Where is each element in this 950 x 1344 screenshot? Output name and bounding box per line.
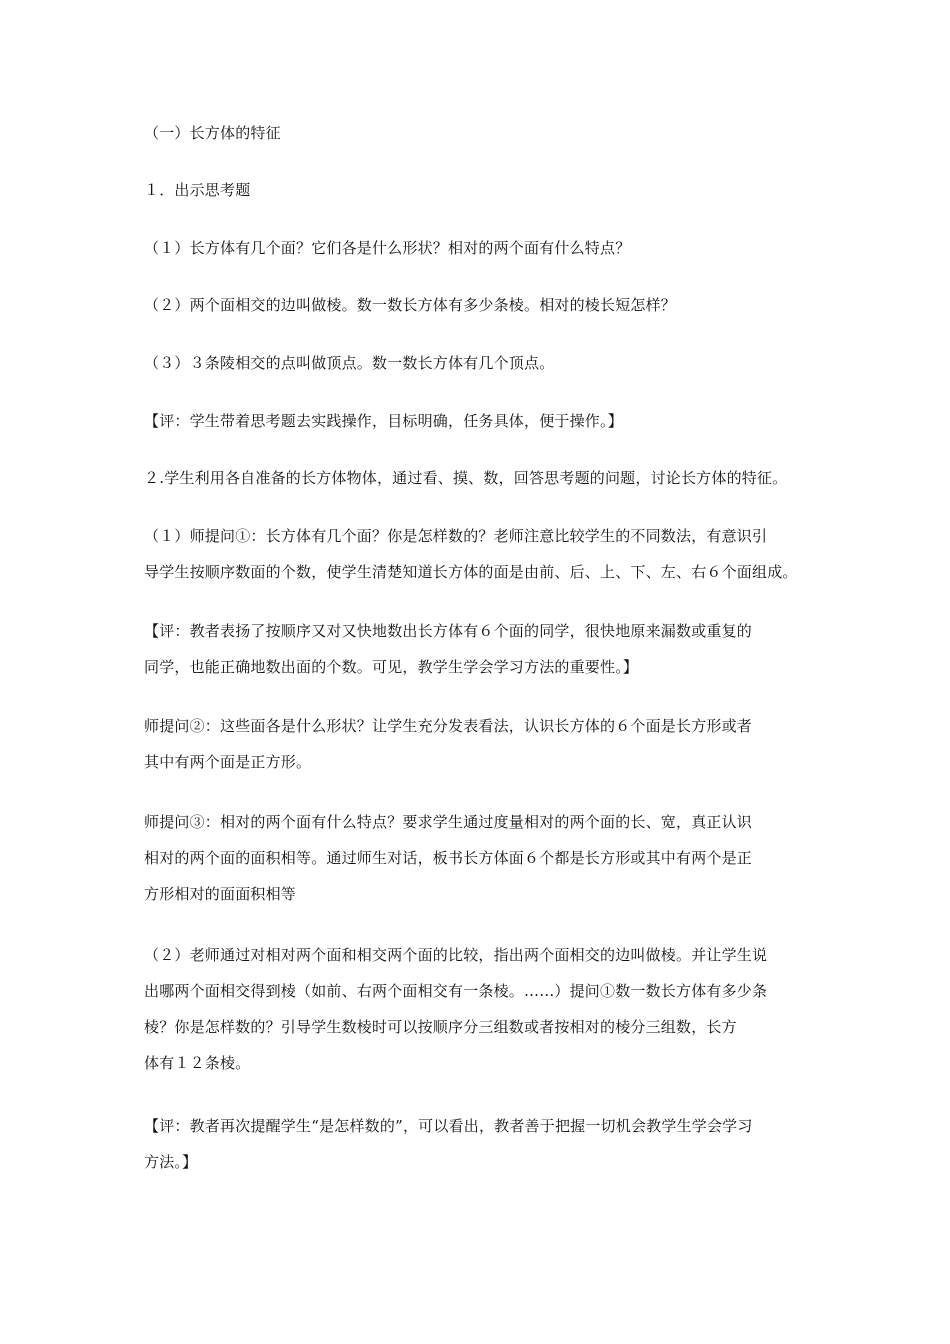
paragraph-line: （１）师提问①：长方体有几个面？你是怎样数的？老师注意比较学生的不同数法，有意识引 — [144, 527, 768, 545]
teacher-question-3 — [144, 804, 834, 912]
comment-line: 【评：教者再次提醒学生“是怎样数的”，可以看出，教者善于把握一切机会教学生学会学习 — [144, 1117, 753, 1135]
paragraph-line: 相对的两个面的面积相等。通过师生对话，板书长方体面６个都是长方形或其中有两个是正 — [144, 849, 753, 867]
paragraph-line: 导学生按顺序数面的个数，使学生清楚知道长方体的面是由前、后、上、下、左、右６个面组成。 — [144, 563, 798, 581]
paragraph-line: 师提问②：这些面各是什么形状？让学生充分发表看法，认识长方体的６个面是长方形或者 — [144, 717, 753, 735]
comment-line: 同学，也能正确地数出面的个数。可见，教学生学会学习方法的重要性。】 — [144, 658, 639, 676]
comment-line: 方法。】 — [144, 1153, 198, 1171]
step-1-heading: １．出示思考题 — [144, 181, 251, 199]
question-3: （３）３条陵相交的点叫做顶点。数一数长方体有几个顶点。 — [144, 354, 555, 372]
paragraph-line: 棱？你是怎样数的？引导学生数棱时可以按顺序分三组数或者按相对的棱分三组数，长方 — [144, 1018, 737, 1036]
comment-2 — [144, 613, 834, 685]
question-2: （２）两个面相交的边叫做棱。数一数长方体有多少条棱。相对的棱长短怎样？ — [144, 296, 677, 314]
comment-line: 【评：教者表扬了按顺序又对又快地数出长方体有６个面的同学，很快地原来漏数或重复的 — [144, 622, 753, 640]
paragraph-line: （２）老师通过对相对两个面和相交两个面的比较，指出两个面相交的边叫做棱。并让学生说 — [144, 946, 768, 964]
paragraph-line: 其中有两个面是正方形。 — [144, 753, 312, 771]
paragraph-line: 方形相对的面面积相等 — [144, 885, 297, 903]
step-2-paragraph: ２.学生利用各自准备的长方体物体，通过看、摸、数，回答思考题的问题，讨论长方体的特征。 — [144, 469, 788, 487]
paragraph-s2 — [144, 937, 834, 1081]
section-title: （一）长方体的特征 — [144, 124, 281, 142]
comment-3 — [144, 1108, 834, 1180]
paragraph-line: 师提问③：相对的两个面有什么特点？要求学生通过度量相对的两个面的长、宽，真正认识 — [144, 813, 753, 831]
paragraph-line: 体有１２条棱。 — [144, 1054, 251, 1072]
paragraph-s1 — [144, 518, 834, 590]
question-1: （１）长方体有几个面？它们各是什么形状？相对的两个面有什么特点？ — [144, 239, 631, 257]
teacher-question-2 — [144, 708, 834, 780]
comment-1: 【评：学生带着思考题去实践操作，目标明确，任务具体，便于操作。】 — [144, 412, 623, 430]
paragraph-line: 出哪两个面相交得到棱（如前、右两个面相交有一条棱。……）提问①数一数长方体有多少条 — [144, 982, 768, 1000]
